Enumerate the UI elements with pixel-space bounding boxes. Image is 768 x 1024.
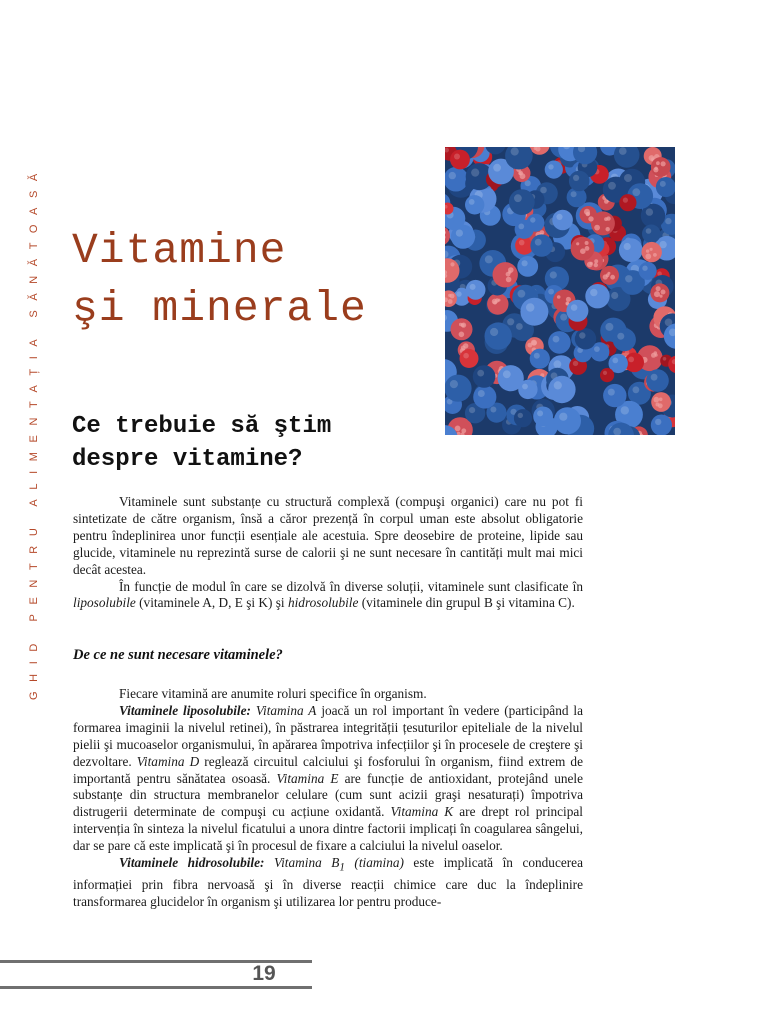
berry-highlight <box>522 260 528 266</box>
berry-drupelet <box>518 171 523 176</box>
berry-drupelet <box>594 225 600 231</box>
berry <box>600 266 619 285</box>
berry-highlight <box>450 380 458 388</box>
berry-drupelet <box>448 299 453 304</box>
berry-highlight <box>612 358 618 364</box>
berry-highlight <box>663 357 667 361</box>
term-vitamina-a: Vitamina A <box>255 702 317 718</box>
berry <box>533 407 553 427</box>
berry-highlight <box>559 413 567 421</box>
berry-drupelet <box>645 254 651 260</box>
berry-highlight <box>660 181 666 187</box>
berry-highlight <box>642 266 647 271</box>
berry-drupelet <box>461 428 466 433</box>
berry <box>530 234 552 256</box>
berry-drupelet <box>653 253 657 257</box>
berry-highlight <box>522 384 528 390</box>
berry-drupelet <box>532 340 537 345</box>
text-run: are funcție de antioxidant, protejând unele substanțe din structura membranelor celulare (cum sunt acizii graşi nesaturați) împotriva distrugerii determinate de compuşi cu acțiune oxidantă. <box>73 770 583 820</box>
subscript: 1 <box>339 861 345 874</box>
berry <box>554 407 581 434</box>
berry-highlight <box>485 255 493 263</box>
subsection-question: De ce ne sunt necesare vitaminele? <box>73 647 283 663</box>
berry-highlight <box>456 230 463 237</box>
page-number: 19 <box>252 962 276 985</box>
text-run: În funcție de modul în care se dizolvă în diverse soluții, vitaminele sunt clasificate în <box>119 578 583 594</box>
paragraph-liposolubile <box>73 703 583 855</box>
berry-drupelet <box>459 332 465 338</box>
berry-highlight <box>470 284 476 290</box>
berry-highlight <box>469 407 475 413</box>
term-hidrosolubile: hidrosolubile <box>287 595 359 611</box>
berry-drupelet <box>610 275 615 280</box>
berry-drupelet <box>461 346 466 351</box>
berry-highlight <box>553 336 560 343</box>
berry-drupelet <box>650 248 653 251</box>
page-title <box>72 222 367 338</box>
berry <box>651 157 671 177</box>
berry-highlight <box>514 194 522 202</box>
berry-drupelet <box>459 323 462 326</box>
berry <box>639 262 657 280</box>
footer-rule-bottom <box>0 986 312 989</box>
berry-drupelet <box>448 294 451 297</box>
berry-highlight <box>516 323 523 330</box>
berry-drupelet <box>656 403 660 407</box>
text-run: are drept rol principal intervenția în sinteza la nivelul ficatului a unora dintre factorii implicați în coagularea sângelui, dar se pare că este implicată şi în procesul de fixare a calciului la nivelul oaselor. <box>73 804 583 854</box>
berry-highlight <box>519 240 525 246</box>
berry-highlight <box>579 332 585 338</box>
berry-drupelet <box>506 277 512 283</box>
berry-highlight <box>526 303 534 311</box>
berry <box>646 369 669 392</box>
berry-highlight <box>624 243 631 250</box>
berry-drupelet <box>585 241 589 245</box>
berry-highlight <box>518 290 526 298</box>
term-liposolubile: liposolubile <box>73 595 136 611</box>
berry-highlight <box>603 371 607 375</box>
berry-highlight <box>471 169 479 177</box>
berry-highlight <box>449 172 456 179</box>
berry <box>642 242 662 262</box>
berry <box>473 365 496 388</box>
berry <box>520 298 548 326</box>
berry <box>619 194 636 211</box>
berry-drupelet <box>654 351 658 355</box>
berry-highlight <box>646 228 652 234</box>
berry-drupelet <box>661 161 666 166</box>
berry-highlight <box>530 217 535 222</box>
berry <box>465 195 484 214</box>
berry <box>642 225 661 244</box>
berry <box>600 368 614 382</box>
berry-highlight <box>605 323 613 331</box>
berry <box>473 385 496 408</box>
section-heading <box>72 410 432 476</box>
berry <box>527 214 545 232</box>
berry <box>509 189 535 215</box>
berry-drupelet <box>659 295 662 298</box>
berry-highlight <box>540 187 547 194</box>
berry-highlight <box>621 406 629 414</box>
berry-highlight <box>646 208 653 215</box>
paragraph-hidrosolubile <box>73 855 583 910</box>
paragraph-classification <box>73 579 583 613</box>
berry-drupelet <box>659 398 663 402</box>
berry <box>650 283 669 302</box>
berry-highlight <box>632 188 640 196</box>
text-run: joacă un rol important în vedere (participând la formarea imaginii la nivelul retinei), în păstrarea integrității țesuturilor epiteliale de la nivelul pielii şi mucoaselor organismului, în apărarea împotriva infecțiilor şi în procesele de creştere şi dezvoltare. <box>73 702 583 769</box>
berry-highlight <box>594 346 600 352</box>
berry-drupelet <box>603 274 608 279</box>
berry-highlight <box>537 410 543 416</box>
berry <box>545 161 563 179</box>
berry <box>485 322 512 349</box>
berry-highlight <box>503 370 511 378</box>
berry <box>517 256 538 277</box>
berry-highlight <box>571 304 578 311</box>
berry <box>613 328 636 351</box>
berry-drupelet <box>586 212 590 216</box>
berry-highlight <box>571 191 577 197</box>
berry-highlight <box>554 360 562 368</box>
berry-highlight <box>608 182 616 190</box>
berry-highlight <box>534 353 540 359</box>
berry-highlight <box>625 275 632 282</box>
berries-illustration <box>445 147 675 435</box>
berry <box>651 415 672 436</box>
running-header-vertical: GHID PENTRU ALIMENTAȚIA SĂNĂTOASĂ <box>28 164 40 700</box>
label-hidrosolubile: Vitaminele hidrosolubile: <box>119 855 265 871</box>
berry-highlight <box>617 333 624 340</box>
berry-drupelet <box>580 248 586 254</box>
berry <box>651 392 671 412</box>
berry-highlight <box>611 292 618 299</box>
berry <box>619 238 643 262</box>
berry <box>548 376 575 403</box>
berry <box>566 300 588 322</box>
berry-highlight <box>548 289 554 295</box>
berry-drupelet <box>646 249 649 252</box>
berry <box>460 349 479 368</box>
berry-drupelet <box>588 216 593 221</box>
berry-highlight <box>493 164 501 172</box>
term-vitamina-k: Vitamina K <box>390 804 454 820</box>
berry <box>445 375 472 402</box>
berry <box>451 225 475 249</box>
berry <box>585 284 609 308</box>
label-liposolubile: Vitaminele liposolubile: <box>119 702 251 718</box>
roles-text <box>73 686 583 910</box>
berry-drupelet <box>455 426 461 432</box>
berry-drupelet <box>606 227 610 231</box>
berry <box>493 262 518 287</box>
berry-highlight <box>651 374 658 381</box>
berry-highlight <box>619 147 627 155</box>
berry-drupelet <box>654 291 660 297</box>
berry-highlight <box>573 175 579 181</box>
berry <box>514 409 532 427</box>
berry-highlight <box>490 328 498 336</box>
title-line-2: şi minerale <box>72 284 367 333</box>
berry-drupelet <box>495 298 499 302</box>
berry-drupelet <box>604 217 608 221</box>
text-run: (tiamina) <box>344 855 404 871</box>
berry-drupelet <box>656 286 661 291</box>
berry-highlight <box>490 407 496 413</box>
berry-drupelet <box>607 272 610 275</box>
section-heading-line-2: despre vitamine? <box>72 446 303 473</box>
paragraph-definition: Vitaminele sunt substanțe cu structură complexă (compuşi organici) care nu pot fi sintetizate de către organism, însă a căror prezență în corpul uman este absolut obligatorie pentru îndeplinirea unor funcții esențiale ale acestuia. Spre deosebire de proteine, lipide sau glucide, vitaminele nu reprezintă surse de calorii şi ne sunt necesare în cantități mult mai mici decât acestea. <box>73 494 583 577</box>
berry-highlight <box>477 370 484 377</box>
paragraph-roles-intro: Fiecare vitamină are anumite roluri specifice în organism. <box>119 686 427 701</box>
berry-drupelet <box>656 161 660 165</box>
berry-highlight <box>548 164 553 169</box>
text-run: este implicată în conducerea informației prin fibra nervoasă şi în diverse reacții chimice care duc la îndeplinire transformarea glucidelor în organism şi utilizarea lor pentru produce- <box>73 855 583 909</box>
berry <box>552 210 573 231</box>
berries-photo <box>445 147 675 435</box>
berry <box>450 150 470 170</box>
berry-highlight <box>665 218 671 224</box>
berry <box>656 177 675 197</box>
berry-highlight <box>535 239 542 246</box>
berry <box>614 147 640 168</box>
section-heading-line-1: Ce trebuie să ştim <box>72 413 332 440</box>
text-run: reglează circuitul calciului şi fosforului în organism, fiind extrem de importantă pentru sănătatea osoasă. <box>73 753 583 786</box>
text-run: (vitaminele A, D, E şi K) şi <box>135 595 288 611</box>
berry-drupelet <box>590 262 593 265</box>
berry <box>575 328 596 349</box>
text-run: Vitamina B <box>273 855 340 871</box>
berry <box>466 280 486 300</box>
berry-highlight <box>518 224 524 230</box>
berry-drupelet <box>450 262 454 266</box>
berry-drupelet <box>594 263 598 267</box>
berry-highlight <box>469 199 475 205</box>
berry-drupelet <box>508 270 511 273</box>
berry-drupelet <box>566 297 571 302</box>
berry-highlight <box>554 381 562 389</box>
berry <box>603 384 626 407</box>
berry-highlight <box>573 361 578 366</box>
berry-drupelet <box>661 290 666 295</box>
berry <box>548 331 571 354</box>
berry-highlight <box>633 386 640 393</box>
berry <box>569 171 590 192</box>
intro-text <box>73 494 583 612</box>
berry <box>487 293 508 314</box>
berry-highlight <box>478 390 485 397</box>
berry-highlight <box>511 147 519 155</box>
berry-highlight <box>463 353 469 359</box>
berry-drupelet <box>594 259 598 263</box>
berry-highlight <box>456 291 461 296</box>
berry-highlight <box>608 389 615 396</box>
berry-drupelet <box>557 295 561 299</box>
berry-highlight <box>560 314 567 321</box>
berry-drupelet <box>576 242 579 245</box>
title-line-1: Vitamine <box>72 226 287 275</box>
berry-highlight <box>550 271 557 278</box>
berry-highlight <box>623 198 628 203</box>
text-run: (vitaminele din grupul B şi vitamina C). <box>358 595 575 611</box>
berry-drupelet <box>654 397 660 403</box>
berry-highlight <box>556 214 562 220</box>
berry <box>498 365 524 391</box>
berry-highlight <box>454 154 460 160</box>
berry-highlight <box>590 289 597 296</box>
term-vitamina-b1 <box>273 855 404 874</box>
berry-highlight <box>628 357 634 363</box>
term-vitamina-e: Vitamina E <box>276 770 339 786</box>
berry-highlight <box>518 413 523 418</box>
berry-drupelet <box>654 167 657 170</box>
berry-highlight <box>655 419 661 425</box>
term-vitamina-d: Vitamina D <box>136 753 200 769</box>
berry <box>530 349 550 369</box>
